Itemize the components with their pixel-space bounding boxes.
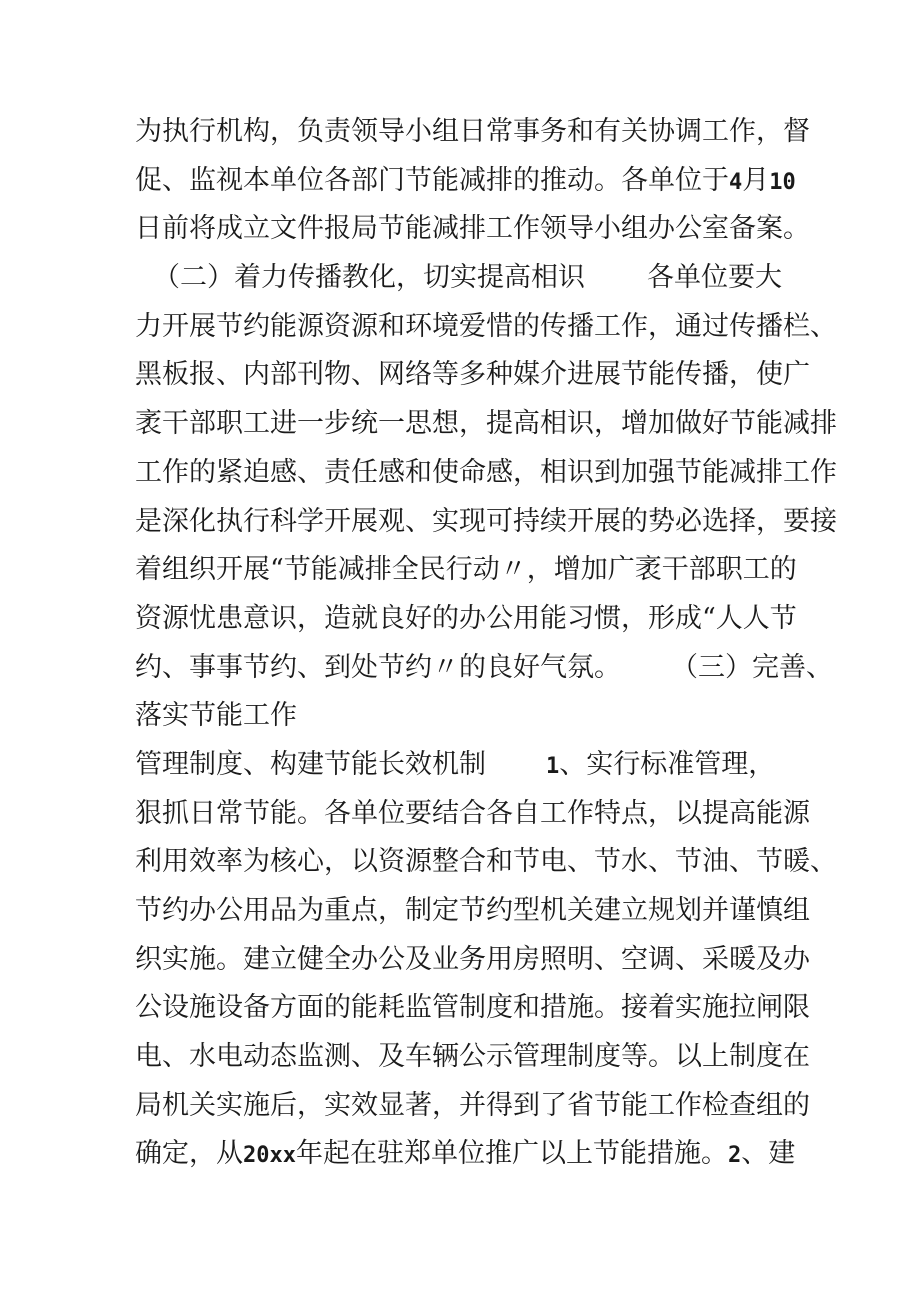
text-segment: 利用效率为核心，以资源整合和节电、节水、节油、节暖、: [135, 846, 837, 878]
text-segment: 节约办公用品为重点，制定节约型机关建立规划并谨慎组: [135, 895, 810, 926]
text-line: [135, 449, 835, 498]
text-segment: 确定，从: [135, 1138, 243, 1170]
text-segment: 月: [742, 164, 770, 196]
body-text: [135, 108, 835, 1179]
text-line: [135, 303, 835, 352]
text-segment: 为执行机构，负责领导小组日常事务和有关协调工作，督: [135, 116, 810, 147]
text-segment: 是深化执行科学开展观、实现可持续开展的势必选择，要接: [135, 505, 837, 537]
text-number: 4: [729, 169, 743, 195]
text-segment: 日前将成立文件报局节能减排工作领导小组办公室备案。: [135, 213, 810, 245]
text-line: [135, 741, 835, 790]
text-segment: 黑板报、内部刊物、网络等多种媒介进展节能传播，使广: [135, 359, 810, 391]
text-line: [135, 790, 835, 839]
text-line: [135, 1130, 835, 1179]
text-segment: 着组织开展“节能减排全民行动〃，增加广袤干部职工的: [135, 554, 797, 586]
text-segment: 局机关实施后，实效显著，并得到了省节能工作检查组的: [135, 1089, 810, 1121]
text-line: [135, 1033, 835, 1082]
text-segment: 管理制度、构建节能长效机制: [135, 748, 486, 780]
text-segment: 工作的紧迫感、责任感和使命感，相识到加强节能减排工作: [135, 456, 837, 488]
text-line: [135, 1082, 835, 1131]
text-segment: 年起在驻郑单位推广以上节能措施。: [295, 1138, 728, 1170]
text-line: [135, 254, 835, 303]
text-segment: 袤干部职工进一步统一思想，提高相识，增加做好节能减排: [135, 408, 837, 440]
text-line: [135, 936, 835, 985]
text-line: [135, 644, 835, 693]
text-segment: 促、监视本单位各部门节能减排的推动。各单位于: [135, 164, 729, 196]
text-segment: 、实行标准管理，: [559, 748, 776, 780]
text-segment: 各单位要大: [647, 262, 782, 294]
text-line: [135, 595, 835, 644]
text-line: [135, 108, 835, 157]
text-segment: 狠抓日常节能。各单位要结合各自工作特点，以提高能源: [135, 797, 810, 829]
text-segment: （三）完善、: [671, 651, 833, 683]
text-line: [135, 887, 835, 936]
text-segment: 、建: [741, 1138, 796, 1170]
text-segment: （二）着力传播教化，切实提高相识: [153, 262, 585, 294]
text-line: [135, 984, 835, 1033]
text-line: [135, 838, 835, 887]
text-segment: 约、事事节约、到处节约〃的良好气氛。: [135, 651, 621, 683]
text-number: 2: [727, 1143, 742, 1169]
text-line: [135, 498, 835, 547]
text-line: [135, 157, 835, 206]
text-line: [135, 351, 835, 400]
text-segment: 电、水电动态监测、及车辆公示管理制度等。以上制度在: [135, 1041, 810, 1073]
text-number: 1: [546, 753, 560, 779]
text-segment: 力开展节约能源资源和环境爱惜的传播工作，通过传播栏、: [135, 310, 837, 342]
text-line: [135, 546, 835, 595]
text-segment: 公设施设备方面的能耗监管制度和措施。接着实施拉闸限: [135, 992, 810, 1024]
text-number: 10: [769, 169, 796, 195]
text-line: [135, 692, 835, 741]
text-segment: 落实节能工作: [135, 700, 297, 732]
text-line: [135, 205, 835, 254]
text-segment: 资源忧患意识，造就良好的办公用能习惯，形成“人人节: [135, 602, 797, 634]
text-segment: 织实施。建立健全办公及业务用房照明、空调、采暖及办: [135, 943, 810, 975]
text-line: [135, 400, 835, 449]
text-number: 20xx: [243, 1143, 296, 1169]
